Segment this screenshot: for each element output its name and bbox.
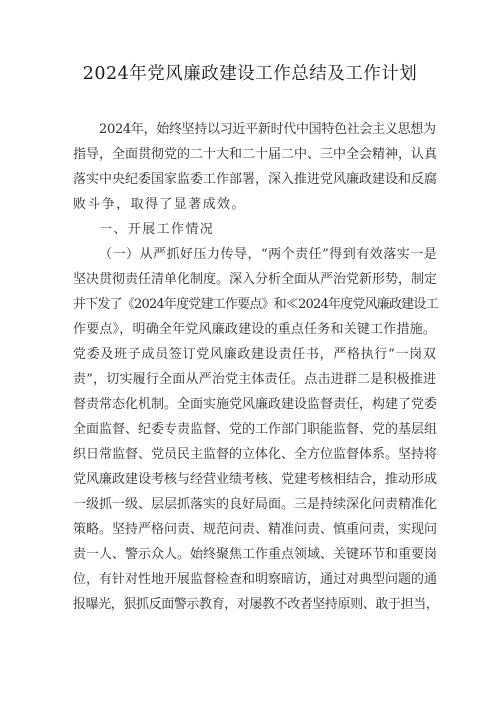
paragraph-line: 党委及班子成员签订党风廉政建设责任书，严格执行“一岗双 (73, 347, 437, 362)
paragraph-line: 报曝光，狠抓反面警示教育，对屡教不改者坚持原则、敢于担当， (73, 597, 439, 612)
paragraph-line: 党风廉政建设考核与经营业绩考核、党建考核相结合，推动形成 (73, 472, 438, 487)
paragraph-line: 坚决贯彻责任清单化制度。深入分析全面从严治党新形势，制定 (73, 272, 438, 287)
paragraph-line: 责一人、警示众人。始终聚焦工作重点领域、关键环节和重要岗 (73, 547, 438, 562)
paragraph-line: 一级抓一级、层层抓落实的良好局面。三是持续深化问责精准化 (73, 497, 438, 512)
paragraph-line: 指导，全面贯彻党的二十大和二十届二中、三中全会精神，认真 (73, 147, 438, 162)
paragraph-line: 败斗争，取得了显著成效。 (73, 197, 246, 212)
paragraph-line: 策略。坚持严格问责、规范问责、精准问责、慎重问责，实现问 (73, 522, 438, 537)
paragraph-line: 作要点》，明确全年党风廉政建设的重点任务和关键工作措施。 (73, 322, 437, 337)
section-heading: 一、开展工作情况 (99, 222, 215, 237)
paragraph-line: 织日常监督、党员民主监督的立体化、全方位监督体系。坚持将 (73, 447, 438, 462)
paragraph-line: 责”，切实履行全面从严治党主体责任。点击进群二是积极推进 (73, 372, 437, 387)
paragraph-line: 落实中央纪委国家监委工作部署，深入推进党风廉政建设和反腐 (73, 172, 438, 187)
paragraph-line: （一）从严抓好压力传导，“两个责任”得到有效落实一是 (99, 247, 438, 262)
paragraph-line: 并下发了《2024年度党建工作要点》和≪2024年度党风廉政建设工 (73, 297, 438, 312)
paragraph-line: 位，有针对性地开展监督检查和明察暗访，通过对典型问题的通 (73, 572, 438, 587)
paragraph-line: 全面监督、纪委专责监督、党的工作部门职能监督、党的基层组 (73, 422, 438, 437)
document-title: 2024年党风廉政建设工作总结及工作计划 (82, 64, 418, 84)
paragraph-line: 2024年，始终坚持以习近平新时代中国特色社会主义思想为 (99, 122, 436, 137)
paragraph-line: 督责常态化机制。全面实施党风廉政建设监督责任，构建了党委 (73, 397, 438, 412)
